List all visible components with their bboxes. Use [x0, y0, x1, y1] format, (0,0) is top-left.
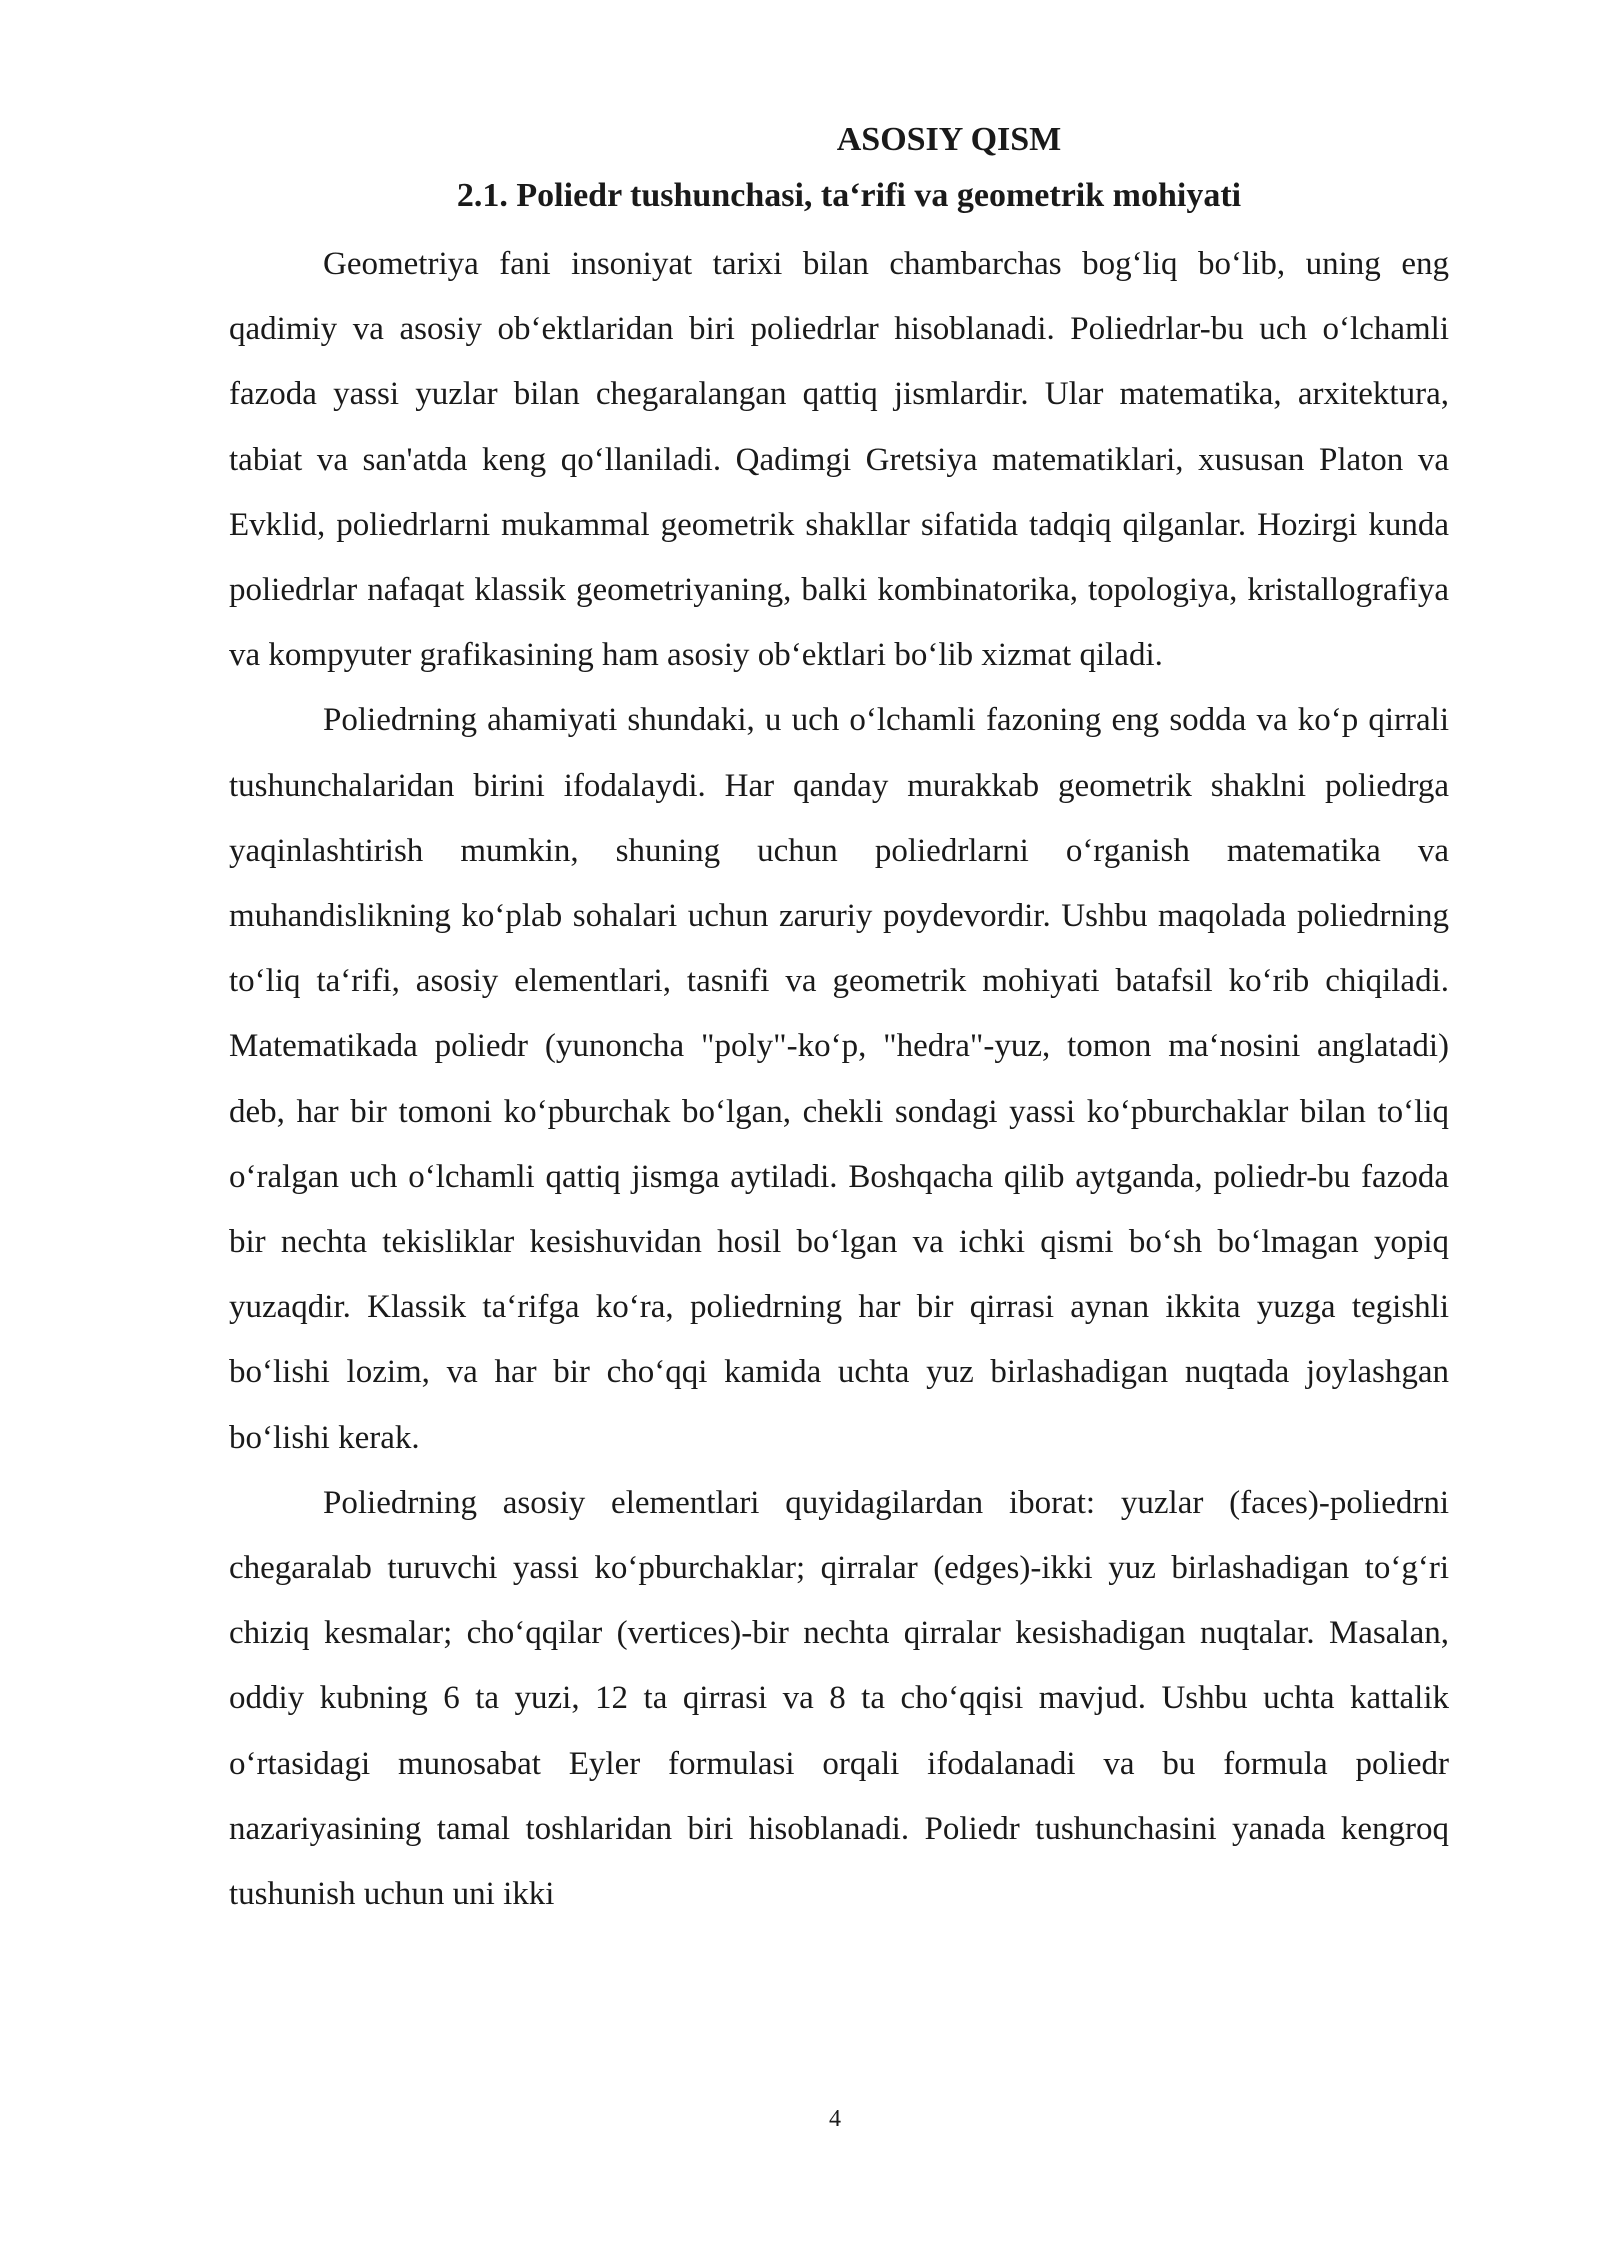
paragraph: Poliedrning asosiy elementlari quyidagilardan iborat: yuzlar (faces)-poliedrni chegaralab turuvchi yassi ko‘pburchaklar; qirralar (edges)-ikki yuz birlashadigan to‘g‘ri chiziq kesmalar; cho‘qqilar (vertices)-bir nechta qirralar kesishadigan nuqtalar. Masalan, oddiy kubning 6 ta yuzi, 12 ta qirrasi va 8 ta cho‘qqisi mavjud. Ushbu uchta kattalik o‘rtasidagi munosabat Eyler formulasi orqali ifodalanadi va bu formula poliedr nazariyasining tamal toshlaridan biri hisoblanadi. Poliedr tushunchasini yanada kengroq tushunish uchun uni ikki [229, 1484, 1449, 1913]
chapter-title: ASOSIY QISM [836, 121, 1062, 158]
page-content [229, 112, 1449, 1927]
paragraph: Geometriya fani insoniyat tarixi bilan chambarchas bog‘liq bo‘lib, uning eng qadimiy va asosiy ob‘ektlaridan biri poliedrlar hisoblanadi. Poliedrlar-bu uch o‘lchamli fazoda yassi yuzlar bilan chegaralangan qattiq jismlardir. Ular matematika, arxitektura, tabiat va san'atda keng qo‘llaniladi. Qadimgi Gretsiya matematiklari, xususan Platon va Evklid, poliedrlarni mukammal geometrik shakllar sifatida tadqiq qilganlar. Hozirgi kunda poliedrlar nafaqat klassik geometriyaning, balki kombinatorika, topologiya, kristallografiya va kompyuter grafikasining ham asosiy ob‘ektlari bo‘lib xizmat qiladi. [229, 246, 1449, 674]
section-heading: 2.1. Poliedr tushunchasi, ta‘rifi va geometrik mohiyati [456, 177, 1242, 214]
paragraph: Poliedrning ahamiyati shundaki, u uch o‘lchamli fazoning eng sodda va ko‘p qirrali tushunchalaridan birini ifodalaydi. Har qanday murakkab geometrik shaklni poliedrga yaqinlashtirish mumkin, shuning uchun poliedrlarni o‘rganish matematika va muhandislikning ko‘plab sohalari uchun zaruriy poydevordir. Ushbu maqolada poliedrning to‘liq ta‘rifi, asosiy elementlari, tasnifi va geometrik mohiyati batafsil ko‘rib chiqiladi. Matematikada poliedr (yunoncha "poly"-ko‘p, "hedra"-yuz, tomon ma‘nosini anglatadi) deb, har bir tomoni ko‘pburchak bo‘lgan, chekli sondagi yassi ko‘pburchaklar bilan to‘liq o‘ralgan uch o‘lchamli qattiq jismga aytiladi. Boshqacha qilib aytganda, poliedr-bu fazoda bir nechta tekisliklar kesishuvidan hosil bo‘lgan va ichki qismi bo‘sh bo‘lmagan yopiq yuzaqdir. Klassik ta‘rifga ko‘ra, poliedrning har bir qirrasi aynan ikkita yuzga tegishli bo‘lishi lozim, va har bir cho‘qqi kamida uchta yuz birlashadigan nuqtada joylashgan bo‘lishi kerak. [229, 702, 1449, 1456]
page-number: 4 [829, 2106, 841, 2132]
